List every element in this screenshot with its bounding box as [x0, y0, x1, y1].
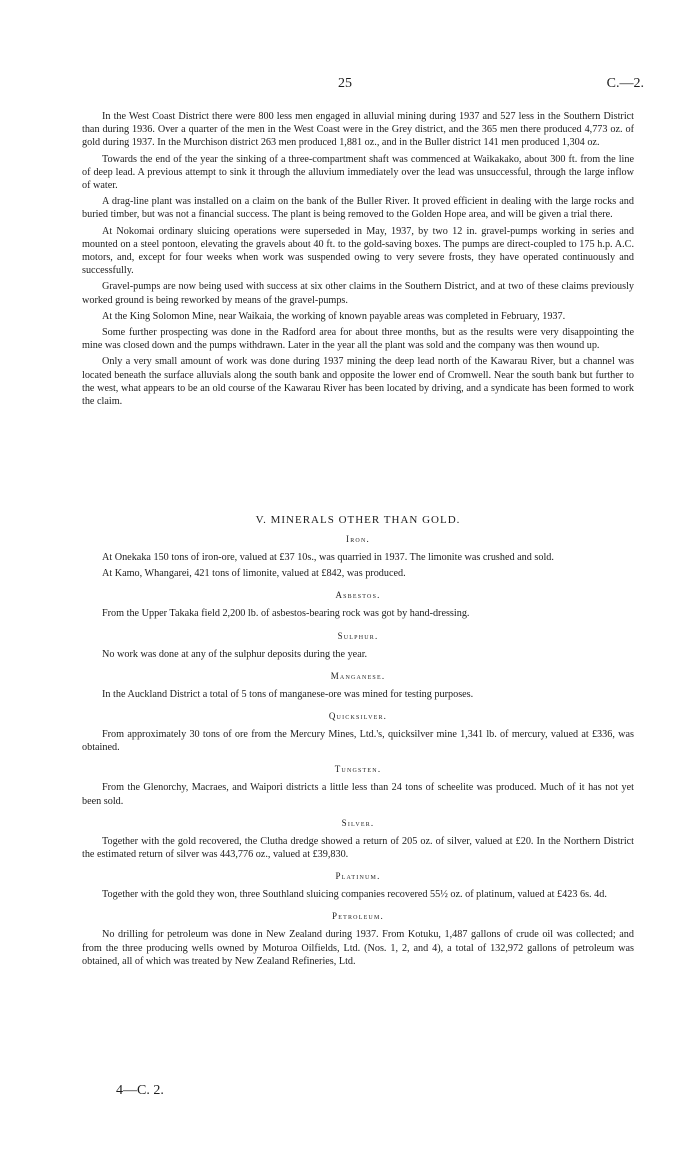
page-footer-signature: 4—C. 2. — [116, 1083, 164, 1098]
paragraph-king-solomon: At the King Solomon Mine, near Waikaia, the working of known payable areas was completed in February, 1937. — [102, 310, 566, 322]
petroleum-heading: Petroleum. — [332, 911, 384, 922]
paragraph-drag-line: A drag-line plant was installed on a claim on the bank of the Buller River. It proved efficient in dealing with the large rocks and buried timber, but was not a financial success. The plant is being removed to the Golden Hope area, and will be given a trial there. — [82, 196, 634, 221]
tungsten-heading: Tungsten. — [334, 764, 382, 775]
quicksilver-heading: Quicksilver. — [328, 711, 388, 722]
manganese-paragraph: In the Auckland District a total of 5 tons of manganese-ore was mined for testing purposes. — [102, 688, 474, 700]
paragraph-kawarau: Only a very small amount of work was done during 1937 mining the deep lead north of the Kawarau River, but a channel was located beneath the surface alluvials along the south bank and opposite the lower end of Cromwell. Near the south bank but further to the west, what appears to be an old course of the Kawarau River has been located by driving, and a syndicate has been formed to work the claim. — [82, 356, 634, 408]
silver-paragraph: Together with the gold recovered, the Clutha dredge showed a return of 205 oz. of silver, valued at £20. In the Northern District the estimated return of silver was 443,776 oz., valued at £39,830. — [82, 835, 634, 861]
sulphur-paragraph: No work was done at any of the sulphur deposits during the year. — [102, 648, 368, 660]
iron-paragraph-kamo: At Kamo, Whangarei, 421 tons of limonite, valued at £842, was produced. — [102, 568, 406, 580]
section-title: V. MINERALS OTHER THAN GOLD. — [255, 514, 461, 526]
minerals-section — [82, 513, 634, 971]
alluvial-mining-section — [82, 110, 634, 411]
paragraph-west-coast: In the West Coast District there were 800 less men engaged in alluvial mining during 1937 and 527 less in the Southern District than during 1936. Over a quarter of the men in the West Coast were in the Grey district, and the 365 men there produced 4,773 oz. of gold during 1937. In the Murchison district 263 men produced 1,881 oz., and in the Buller district 141 men produced 1,304 oz. — [82, 111, 634, 149]
iron-heading: Iron. — [346, 534, 370, 544]
asbestos-paragraph: From the Upper Takaka field 2,200 lb. of asbestos-bearing rock was got by hand-dressing. — [102, 608, 470, 620]
platinum-heading: Platinum. — [335, 871, 381, 882]
platinum-paragraph: Together with the gold they won, three Southland sluicing companies recovered 55½ oz. of platinum, valued at £423 6s. 4d. — [102, 889, 607, 901]
quicksilver-paragraph: From approximately 30 tons of ore from the Mercury Mines, Ltd.'s, quicksilver mine 1,341 lb. of mercury, valued at £336, was obtained. — [82, 729, 634, 754]
iron-paragraph-onekaka: At Onekaka 150 tons of iron-ore, valued at £37 10s., was quarried in 1937. The limonite was crushed and sold. — [102, 552, 554, 563]
paragraph-waikakako: Towards the end of the year the sinking of a three-compartment shaft was commenced at Waikakako, about 300 ft. from the line of deep lead. A previous attempt to sink it through the alluvium immediately over the lead was unsuccessful, through the large inflow of water. — [82, 153, 634, 192]
manganese-heading: Manganese. — [330, 670, 386, 681]
page-header — [0, 76, 700, 96]
paragraph-gravel-pumps: Gravel-pumps are now being used with success at six other claims in the Southern District, and at two of these claims previously worked ground is being reworked by means of the gravel-pumps. — [82, 281, 634, 306]
paragraph-radford: Some further prospecting was done in the Radford area for about three months, but as the results were very disappointing the mine was closed down and the pumps withdrawn. Later in the year all the plant was sold and the company was then wound up. — [82, 327, 634, 352]
document-reference: C.—2. — [606, 76, 644, 91]
sulphur-heading: Sulphur. — [337, 630, 379, 641]
paragraph-nokomai: At Nokomai ordinary sluicing operations were superseded in May, 1937, by two 12 in. gravel-pumps working in series and mounted on a steel pontoon, elevating the gravels about 40 ft. to the gold-saving boxes. The pumps are direct-coupled to 175 h.p. A.C. motors, and, except for four weeks when work was suspended owing to very severe frosts, they have operated continuously and successfully. — [82, 225, 634, 277]
silver-heading: Silver. — [341, 817, 375, 828]
tungsten-paragraph: From the Glenorchy, Macraes, and Waipori districts a little less than 24 tons of scheelite was produced. Much of it has not yet been sold. — [82, 782, 634, 807]
asbestos-heading: Asbestos. — [335, 590, 381, 601]
petroleum-paragraph: No drilling for petroleum was done in New Zealand during 1937. From Kotuku, 1,487 gallons of crude oil was collected; and from the three producing wells owned by Moturoa Oilfields, Ltd. (Nos. 1, 2, and 4), a total of 132,972 gallons of petroleum was obtained, all of which was treated by New Zealand Refineries, Ltd. — [82, 929, 634, 967]
page-number: 25 — [338, 76, 352, 91]
